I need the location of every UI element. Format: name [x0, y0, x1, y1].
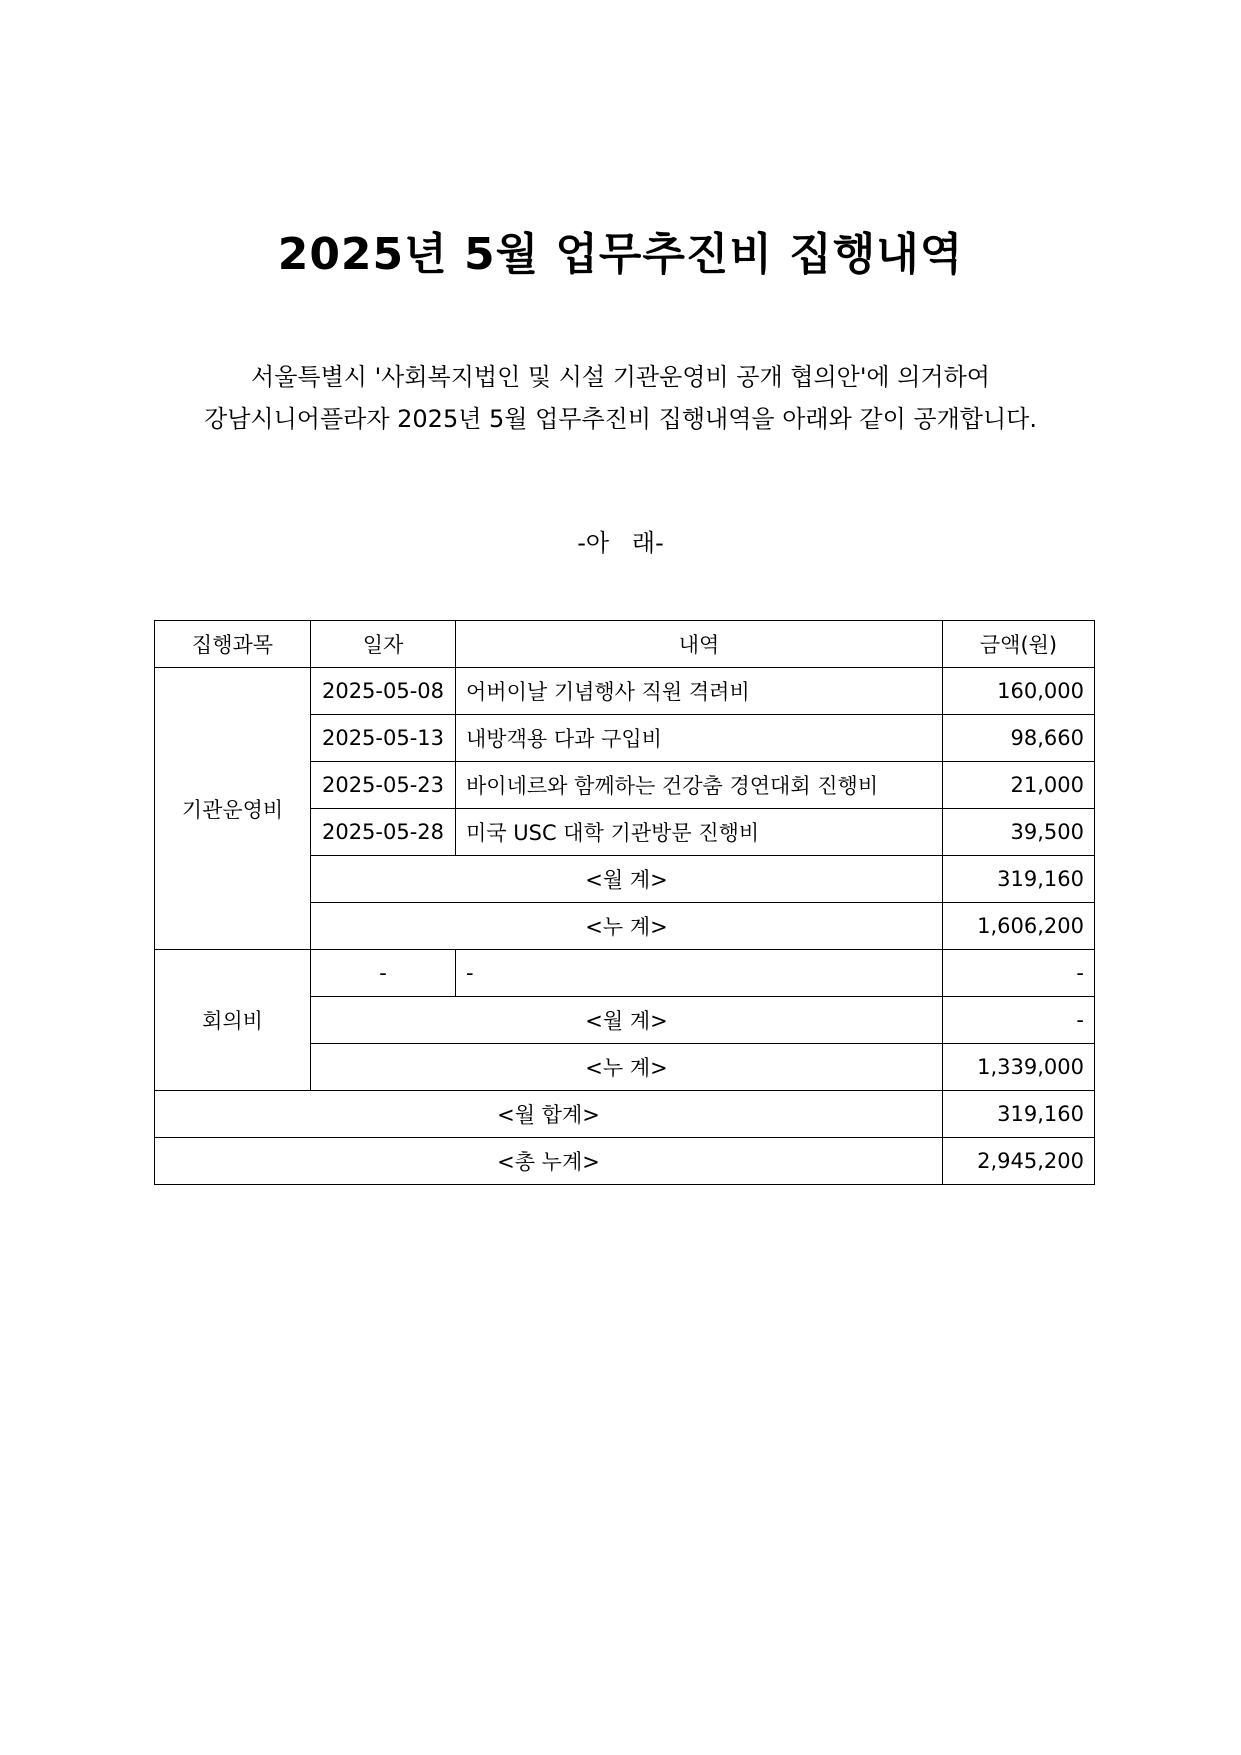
meeting-monthly-label: <월 계>	[311, 997, 943, 1044]
row-amount: -	[943, 950, 1095, 997]
intro-text	[0, 356, 1241, 440]
row-detail: 내방객용 다과 구입비	[456, 715, 943, 762]
table-header-row	[155, 621, 1095, 668]
row-detail: 어버이날 기념행사 직원 격려비	[456, 668, 943, 715]
meeting-cumulative-amount: 1,339,000	[943, 1044, 1095, 1091]
row-detail: 바이네르와 함께하는 건강춤 경연대회 진행비	[456, 762, 943, 809]
grand-total-label: <총 누계>	[155, 1138, 943, 1185]
category-meeting: 회의비	[155, 950, 311, 1091]
org-ops-cumulative-amount: 1,606,200	[943, 903, 1095, 950]
row-date: 2025-05-13	[311, 715, 456, 762]
intro-line-2: 강남시니어플라자 2025년 5월 업무추진비 집행내역을 아래와 같이 공개합니다.	[204, 405, 1037, 433]
table-row	[155, 668, 1095, 715]
grand-total-row	[155, 1138, 1095, 1185]
header-detail: 내역	[456, 621, 943, 668]
row-amount: 98,660	[943, 715, 1095, 762]
below-label: -아 래-	[577, 529, 664, 557]
row-detail: -	[456, 950, 943, 997]
header-date: 일자	[311, 621, 456, 668]
row-amount: 39,500	[943, 809, 1095, 856]
month-total-label: <월 합계>	[155, 1091, 943, 1138]
intro-line-1: 서울특별시 '사회복지법인 및 시설 기관운영비 공개 협의안'에 의거하여	[251, 363, 990, 391]
row-date: 2025-05-08	[311, 668, 456, 715]
org-ops-monthly-amount: 319,160	[943, 856, 1095, 903]
row-date: -	[311, 950, 456, 997]
row-amount: 21,000	[943, 762, 1095, 809]
row-detail: 미국 USC 대학 기관방문 진행비	[456, 809, 943, 856]
table-row	[155, 950, 1095, 997]
row-date: 2025-05-23	[311, 762, 456, 809]
row-amount: 160,000	[943, 668, 1095, 715]
meeting-cumulative-label: <누 계>	[311, 1044, 943, 1091]
category-org-ops: 기관운영비	[155, 668, 311, 950]
org-ops-cumulative-label: <누 계>	[311, 903, 943, 950]
page-title: 2025년 5월 업무추진비 집행내역	[277, 229, 964, 280]
row-date: 2025-05-28	[311, 809, 456, 856]
expense-table	[154, 620, 1095, 1185]
org-ops-monthly-label: <월 계>	[311, 856, 943, 903]
header-amount: 금액(원)	[943, 621, 1095, 668]
month-total-amount: 319,160	[943, 1091, 1095, 1138]
month-total-row	[155, 1091, 1095, 1138]
grand-total-amount: 2,945,200	[943, 1138, 1095, 1185]
meeting-monthly-amount: -	[943, 997, 1095, 1044]
header-category: 집행과목	[155, 621, 311, 668]
